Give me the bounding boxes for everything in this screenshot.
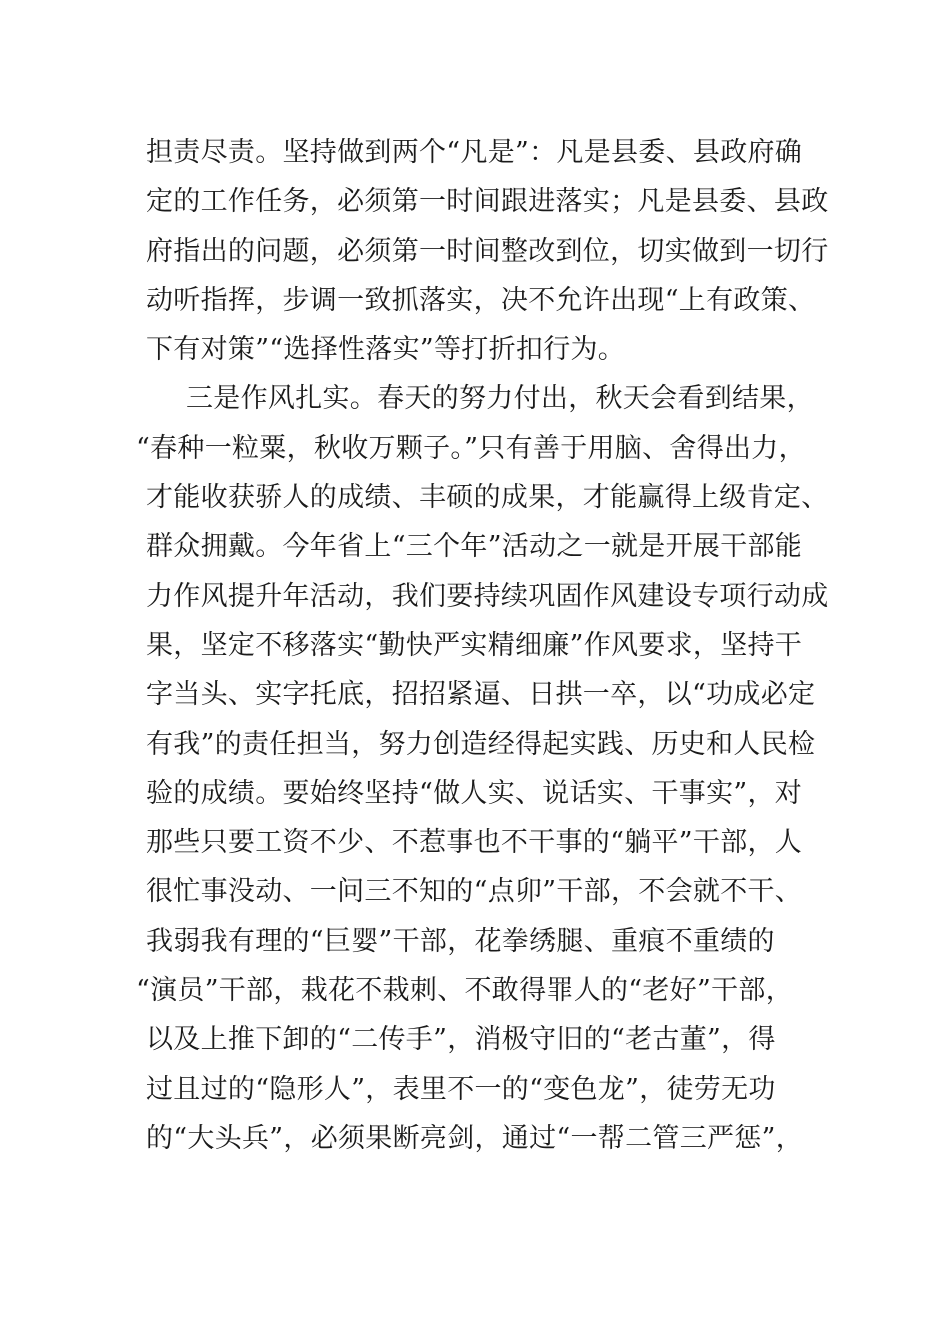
text-line-17: 我弱我有理的“巨婴”干部，花拳绣腿、重痕不重绩的: [146, 925, 775, 957]
text-line-15: 那些只要工资不少、不惹事也不干事的“躺平”干部，人: [146, 827, 803, 859]
text-line-5: 下有对策”“选择性落实”等打折扣行为。: [146, 334, 626, 366]
text-line-19: 以及上推下卸的“二传手”，消极守旧的“老古董”，得: [146, 1024, 776, 1056]
text-line-7: “春种一粒粟，秋收万颗子。”只有善于用脑、舍得出力，: [136, 432, 806, 464]
text-line-16: 很忙事没动、一问三不知的“点卯”干部，不会就不干、: [146, 876, 803, 908]
paragraph-start-line: 三是作风扎实。春天的努力付出，秋天会看到结果，: [186, 383, 814, 415]
text-line-12: 字当头、实字托底，招招紧逼、日拱一卒，以“功成必定: [146, 679, 816, 711]
text-line-14: 验的成绩。要始终坚持“做人实、说话实、干事实”，对: [146, 777, 803, 809]
text-line-20: 过且过的“隐形人”，表里不一的“变色龙”，徒劳无功: [146, 1073, 776, 1105]
text-line-3: 府指出的问题，必须第一时间整改到位，切实做到一切行: [146, 235, 829, 267]
text-line-9: 群众拥戴。今年省上“三个年”活动之一就是开展干部能: [146, 531, 803, 563]
text-line-8: 才能收获骄人的成绩、丰硕的成果，才能赢得上级肯定、: [146, 482, 829, 514]
text-line-18: “演员”干部，栽花不栽刺、不敢得罪人的“老好”干部，: [136, 975, 794, 1007]
text-line-13: 有我”的责任担当，努力创造经得起实践、历史和人民检: [146, 728, 816, 760]
text-line-11: 果，坚定不移落实“勤快严实精细廉”作风要求，坚持干: [146, 629, 803, 661]
body-text: [136, 128, 829, 1163]
text-line-10: 力作风提升年活动，我们要持续巩固作风建设专项行动成: [146, 580, 829, 612]
text-line-21: 的“大头兵”，必须果断亮剑，通过“一帮二管三严惩”，: [146, 1122, 804, 1154]
text-line-4: 动听指挥，步调一致抓落实，决不允许出现“上有政策、: [146, 284, 816, 316]
text-line-2: 定的工作任务，必须第一时间跟进落实；凡是县委、县政: [146, 186, 829, 218]
text-line-1: 担责尽责。坚持做到两个“凡是”：凡是县委、县政府确: [146, 137, 803, 168]
